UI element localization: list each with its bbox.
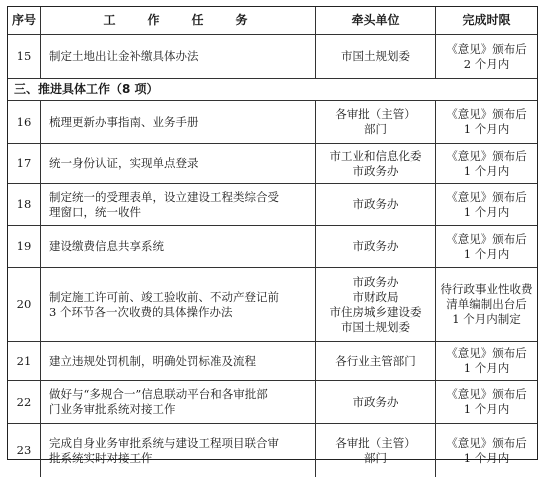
row-lead-unit: 市工业和信息化委 市政务办 (316, 144, 436, 183)
row-lead-unit: 各行业主管部门 (316, 342, 436, 380)
row-task: 制定统一的受理表单，设立建设工程类综合受 理窗口，统一收件 (41, 184, 316, 225)
table-header-row (8, 7, 537, 35)
table-row (8, 35, 537, 79)
row-lead-unit: 市国土规划委 (316, 35, 436, 78)
row-lead-unit: 各审批（主管） 部门 (316, 101, 436, 143)
row-deadline: 《意见》颁布后 1 个月内 (446, 435, 527, 465)
row-number: 19 (8, 226, 41, 267)
table-row (8, 342, 537, 381)
table-row (8, 184, 537, 226)
section-row (8, 79, 537, 101)
header-lead-unit: 牵头单位 (316, 7, 436, 34)
row-deadline: 《意见》颁布后 2 个月内 (446, 41, 527, 71)
row-lead-unit: 市政务办 (316, 381, 436, 423)
row-task: 梳理更新办事指南、业务手册 (41, 101, 316, 143)
row-task: 制定土地出让金补缴具体办法 (41, 35, 316, 78)
row-task: 建立违规处罚机制，明确处罚标准及流程 (41, 342, 316, 380)
row-task: 完成自身业务审批系统与建设工程项目联合审 批系统实时对接工作 (41, 424, 316, 477)
row-number: 22 (8, 381, 41, 423)
row-lead-unit: 市政务办 (316, 226, 436, 267)
row-task: 统一身份认证，实现单点登录 (41, 144, 316, 183)
table-row (8, 381, 537, 424)
row-lead-unit: 市政务办 (316, 184, 436, 225)
row-deadline: 《意见》颁布后 1 个月内 (446, 346, 527, 375)
row-task: 做好与“多规合一”信息联动平台和各审批部 门业务审批系统对接工作 (41, 381, 316, 423)
table-row (8, 101, 537, 144)
table-row (8, 144, 537, 184)
header-deadline: 完成时限 (462, 13, 511, 27)
task-table (7, 6, 538, 465)
header-task: 工 作 任 务 (41, 7, 316, 34)
row-number: 17 (8, 144, 41, 183)
row-lead-unit: 各审批（主管） 部门 (316, 424, 436, 477)
header-number: 序号 (8, 7, 41, 34)
section-title: 三、推进具体工作（8 项） (14, 82, 159, 96)
row-number: 21 (8, 342, 41, 380)
row-deadline: 待行政事业性收费 清单编制出台后 1 个月内制定 (440, 282, 533, 326)
row-number: 23 (8, 424, 41, 477)
row-deadline: 《意见》颁布后 1 个月内 (446, 148, 527, 178)
row-deadline: 《意见》颁布后 1 个月内 (446, 387, 527, 416)
row-deadline: 《意见》颁布后 1 个月内 (446, 231, 527, 261)
row-number: 18 (8, 184, 41, 225)
row-deadline: 《意见》颁布后 1 个月内 (446, 189, 527, 219)
row-number: 15 (8, 35, 41, 78)
row-task: 制定施工许可前、竣工验收前、不动产登记前 3 个环节各一次收费的具体操作办法 (41, 268, 316, 341)
row-task: 建设缴费信息共享系统 (41, 226, 316, 267)
row-lead-unit: 市政务办 市财政局 市住房城乡建设委 市国土规划委 (316, 268, 436, 341)
table-row (8, 424, 537, 477)
table-row (8, 226, 537, 268)
row-deadline: 《意见》颁布后 1 个月内 (446, 107, 527, 136)
row-number: 20 (8, 268, 41, 341)
row-number: 16 (8, 101, 41, 143)
table-row (8, 268, 537, 342)
